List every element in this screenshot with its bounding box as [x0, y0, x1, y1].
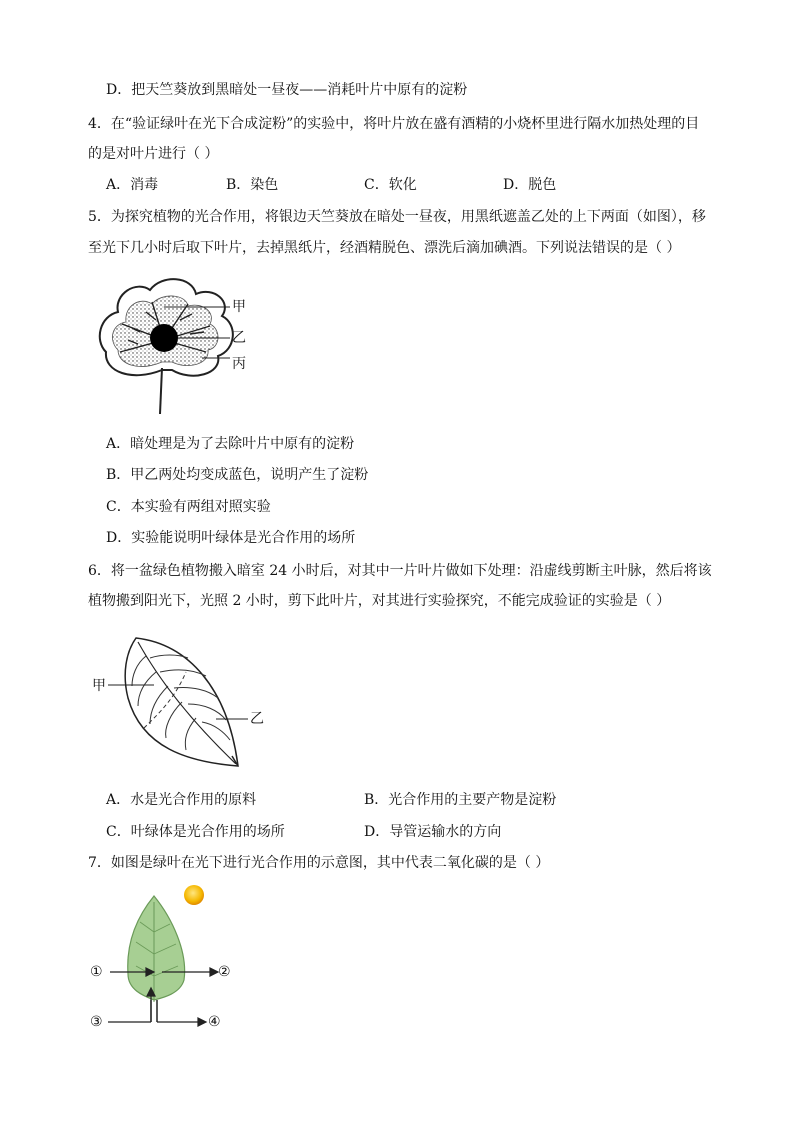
q6-label-yi: 乙 — [250, 711, 264, 727]
question-3-option-d: D．把天竺葵放到黑暗处一昼夜——消耗叶片中原有的淀粉 — [106, 82, 468, 98]
question-4-stem-line2: 的是对叶片进行（ ） — [88, 146, 219, 162]
q5-label-yi: 乙 — [232, 330, 246, 346]
question-4-option-d: D．脱色 — [503, 177, 557, 193]
question-6-option-b: B．光合作用的主要产物是淀粉 — [364, 792, 557, 808]
q7-label-4: ④ — [208, 1014, 221, 1030]
question-7-stem: 7．如图是绿叶在光下进行光合作用的示意图，其中代表二氧化碳的是（ ） — [88, 855, 550, 871]
q7-label-2: ② — [218, 964, 231, 980]
question-5-option-d: D．实验能说明叶绿体是光合作用的场所 — [106, 530, 356, 546]
question-4-stem-line1: 4．在“验证绿叶在光下合成淀粉”的实验中，将叶片放在盛有酒精的小烧杯里进行隔水加热处理的目 — [88, 116, 700, 132]
question-6-stem-line2: 植物搬到阳光下，光照 2 小时，剪下此叶片，对其进行实验探究，不能完成验证的实验是（ ） — [88, 593, 671, 609]
sun-icon — [184, 885, 204, 905]
q5-label-bing: 丙 — [232, 356, 246, 372]
question-5-option-a: A．暗处理是为了去除叶片中原有的淀粉 — [106, 436, 355, 452]
q5-label-jia: 甲 — [232, 299, 246, 315]
question-6-option-a: A．水是光合作用的原料 — [106, 792, 257, 808]
question-5-stem-line1: 5．为探究植物的光合作用，将银边天竺葵放在暗处一昼夜，用黑纸遮盖乙处的上下两面（如图），移 — [88, 209, 706, 225]
question-4-option-c: C．软化 — [364, 177, 417, 193]
q7-label-1: ① — [90, 964, 103, 980]
question-6-option-c: C．叶绿体是光合作用的场所 — [106, 824, 285, 840]
question-5-option-b: B．甲乙两处均变成蓝色，说明产生了淀粉 — [106, 467, 369, 483]
question-5-stem-line2: 至光下几小时后取下叶片，去掉黑纸片，经酒精脱色、漂洗后滴加碘酒。下列说法错误的是（ ） — [88, 240, 681, 256]
leaf-figure-q6 — [88, 628, 273, 776]
photosynthesis-figure-q7 — [88, 882, 258, 1042]
q7-label-3: ③ — [90, 1014, 103, 1030]
q6-label-jia: 甲 — [92, 678, 106, 694]
question-6-stem-line1: 6．将一盆绿色植物搬入暗室 24 小时后，对其中一片叶片做如下处理：沿虚线剪断主叶脉，然后将该 — [88, 563, 712, 579]
question-6-option-d: D．导管运输水的方向 — [364, 824, 502, 840]
question-4-option-a: A．消毒 — [106, 177, 159, 193]
question-4-option-b: B．染色 — [226, 177, 279, 193]
question-5-option-c: C．本实验有两组对照实验 — [106, 499, 271, 515]
